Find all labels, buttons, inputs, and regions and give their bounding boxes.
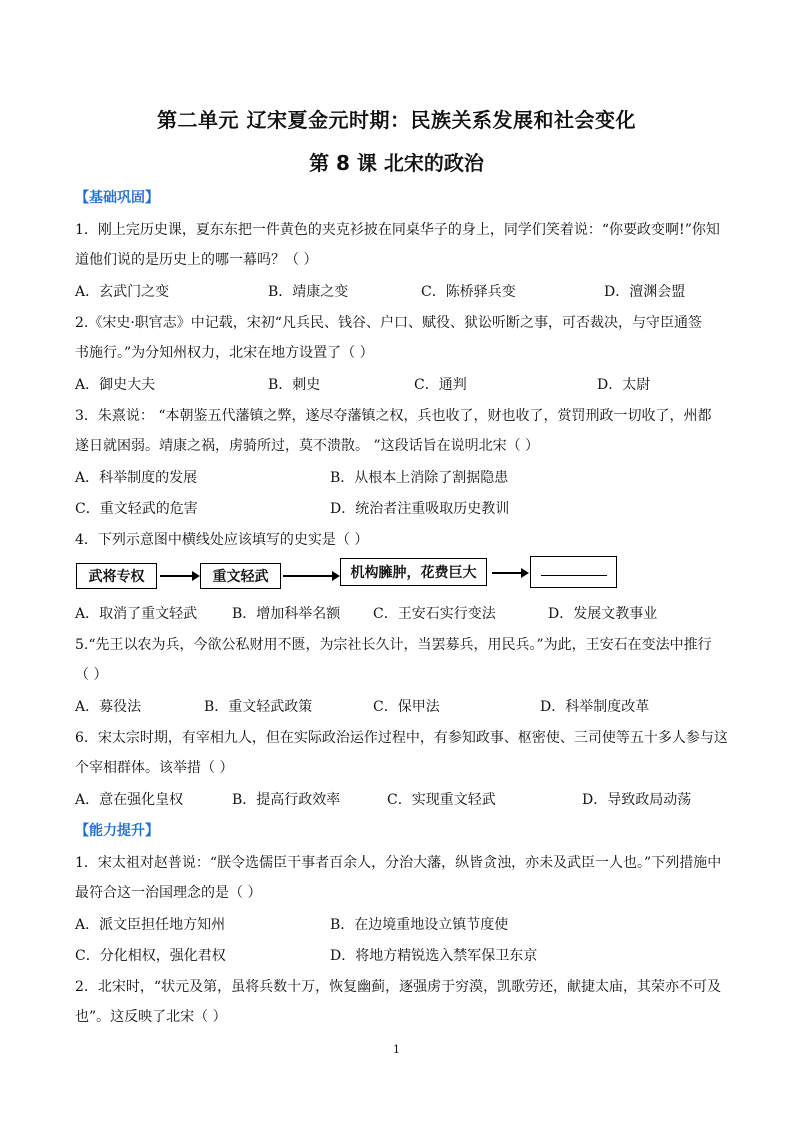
question-2-line-2: 书施行。”为分知州权力，北宋在地方设置了（ ） [75, 345, 374, 361]
flow-box-1: 武将专权 [76, 563, 157, 589]
ability-question-1-option-c: C．分化相权，强化君权 [75, 948, 226, 964]
question-2-option-a: A．御史大夫 [75, 377, 156, 393]
question-6-option-b: B．提高行政效率 [232, 792, 341, 808]
question-4-option-d: D．发展文教事业 [548, 606, 658, 622]
question-4-option-c: C．王安石实行变法 [373, 606, 496, 622]
question-3-line-1: 3．朱熹说： “本朝鉴五代藩镇之弊，遂尽夺藩镇之权，兵也收了，财也收了，赏罚刑政一切收了，州都 [75, 408, 712, 424]
lesson-title: 第 8 课 北宋的政治 [309, 151, 484, 175]
section-advanced-heading: 【能力提升】 [75, 823, 159, 839]
question-5-option-a: A．募役法 [75, 699, 142, 715]
question-4-line-1: 4．下列示意图中横线处应该填写的史实是（ ） [75, 532, 369, 548]
question-1-option-d: D．澶渊会盟 [604, 284, 686, 300]
question-2-option-b: B．刺史 [268, 377, 321, 393]
question-5-option-c: C．保甲法 [373, 699, 440, 715]
question-4-option-a: A．取消了重文轻武 [75, 606, 198, 622]
page-number: 1 [393, 1043, 400, 1056]
question-3-option-b: B．从根本上消除了割据隐患 [330, 470, 509, 486]
flow-arrow-3 [492, 572, 522, 574]
question-6-line-2: 个宰相群体。该举措（ ） [75, 760, 234, 776]
question-1-option-b: B．靖康之变 [268, 284, 349, 300]
ability-question-2-line-2: 也”。这反映了北宋（ ） [75, 1009, 227, 1025]
answer-blank-line [541, 575, 607, 576]
question-6-option-c: C．实现重文轻武 [387, 792, 496, 808]
ability-question-1-line-1: 1．宋太祖对赵普说：“朕令选儒臣干事者百余人，分治大藩，纵皆贪浊，亦未及武臣一人也。”下列措施中 [75, 855, 722, 871]
question-2-option-d: D．太尉 [597, 377, 651, 393]
question-3-line-2: 遂日就困弱。靖康之祸，虏骑所过，莫不溃散。 ”这段话旨在说明北宋（ ） [75, 438, 540, 454]
question-1-option-a: A．玄武门之变 [75, 284, 170, 300]
flow-box-2: 重文轻武 [200, 563, 281, 589]
question-6-option-a: A．意在强化皇权 [75, 792, 184, 808]
question-1-option-c: C．陈桥驿兵变 [421, 284, 516, 300]
question-6-line-1: 6．宋太宗时期，有宰相九人，但在实际政治运作过程中，有参知政事、枢密使、三司使等五十多人参与这 [75, 730, 728, 746]
flow-box-blank [530, 556, 617, 588]
flow-box-3: 机构臃肿，花费巨大 [340, 558, 487, 586]
question-5-line-1: 5.“先王以农为兵，今欲公私财用不匮，为宗社长久计，当罢募兵，用民兵。”为此，王安石在变法中推行 [75, 637, 712, 653]
flow-arrow-1 [160, 575, 193, 577]
ability-question-1-option-b: B．在边境重地设立镇节度使 [330, 917, 509, 933]
question-6-option-d: D．导致政局动荡 [582, 792, 692, 808]
section-basic-heading: 【基础巩固】 [75, 190, 159, 206]
ability-question-1-option-a: A．派文臣担任地方知州 [75, 917, 226, 933]
unit-title: 第二单元 辽宋夏金元时期：民族关系发展和社会变化 [157, 108, 636, 132]
question-2-line-1: 2.《宋史·职官志》中记载，宋初“凡兵民、钱谷、户口、赋役、狱讼听断之事，可否裁决，与守臣通签 [75, 315, 702, 331]
ability-question-1-option-d: D．将地方精锐选入禁军保卫东京 [330, 948, 538, 964]
flow-arrow-2 [283, 575, 333, 577]
question-5-option-d: D．科举制度改革 [540, 699, 650, 715]
question-5-option-b: B．重文轻武政策 [204, 699, 313, 715]
question-2-option-c: C．通判 [414, 377, 467, 393]
question-3-option-a: A．科举制度的发展 [75, 470, 198, 486]
question-1-line-2: 道他们说的是历史上的哪一幕吗？（ ） [75, 252, 318, 268]
question-5-line-2: （ ） [75, 667, 108, 683]
question-4-option-b: B．增加科举名额 [232, 606, 341, 622]
ability-question-1-line-2: 最符合这一治国理念的是（ ） [75, 885, 262, 901]
ability-question-2-line-1: 2．北宋时，“状元及第，虽将兵数十万，恢复幽蓟，逐强虏于穷漠，凯歌劳还，献捷太庙，其荣亦不可及 [75, 979, 722, 995]
question-3-option-d: D．统治者注重吸取历史教训 [330, 501, 510, 517]
question-3-option-c: C．重文轻武的危害 [75, 501, 198, 517]
question-1-line-1: 1．刚上完历史课，夏东东把一件黄色的夹克衫披在同桌华子的身上，同学们笑着说：“你要政变啊!”你知 [75, 222, 720, 238]
